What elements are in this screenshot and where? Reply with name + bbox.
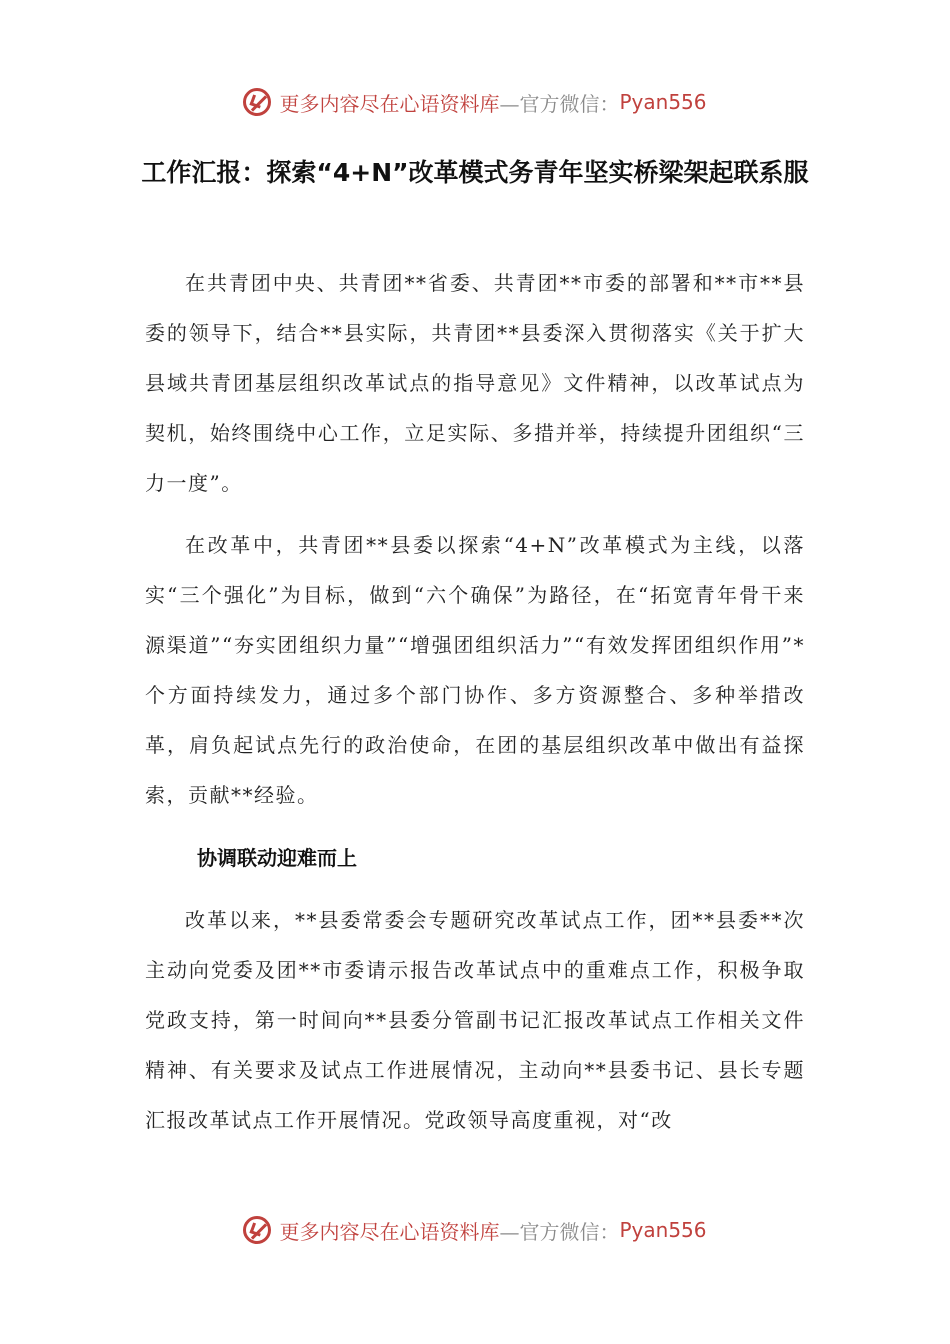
- banner-separator-text: —官方微信：: [499, 1219, 620, 1244]
- paragraph-2: 在改革中，共青团**县委以探索“4+N”改革模式为主线，以落实“三个强化”为目标，做到“六个确保”为路径，在“拓宽青年骨干来源渠道”“夯实团组织力量”“增强团组织活力”“有效发挥团组织作用”*个方面持续发力，通过多个部门协作、多方资源整合、多种举措改革，肩负起试点先行的政治使命，在团的基层组织改革中做出有益探索，贡献**经验。: [145, 533, 805, 807]
- banner-main-text: 更多内容尽在心语资料库: [279, 91, 500, 116]
- footer-watermark-banner: [0, 1210, 950, 1250]
- header-watermark-banner: [0, 82, 950, 122]
- document-title: 工作汇报：探索“4+N”改革模式务青年坚实桥梁架起联系服: [141, 158, 809, 187]
- pen-logo-icon: [243, 88, 271, 116]
- banner-wechat-id: Pyan556: [619, 1218, 707, 1242]
- paragraph-3: 改革以来，**县委常委会专题研究改革试点工作，团**县委**次主动向党委及团**市委请示报告改革试点中的重难点工作，积极争取党政支持，第一时间向**县委分管副书记汇报改革试点工作相关文件精神、有关要求及试点工作进展情况，主动向**县委书记、县长专题汇报改革试点工作开展情况。党政领导高度重视，对“改: [145, 908, 805, 1132]
- paragraph-1: 在共青团中央、共青团**省委、共青团**市委的部署和**市**县委的领导下，结合**县实际，共青团**县委深入贯彻落实《关于扩大县域共青团基层组织改革试点的指导意见》文件精神，以改革试点为契机，始终围绕中心工作，立足实际、多措并举，持续提升团组织“三力一度”。: [145, 271, 805, 495]
- banner-wechat-id: Pyan556: [619, 90, 707, 114]
- banner-separator-text: —官方微信：: [499, 91, 620, 116]
- section-heading: 协调联动迎难而上: [197, 846, 357, 870]
- banner-main-text: 更多内容尽在心语资料库: [279, 1219, 500, 1244]
- pen-logo-icon: [243, 1216, 271, 1244]
